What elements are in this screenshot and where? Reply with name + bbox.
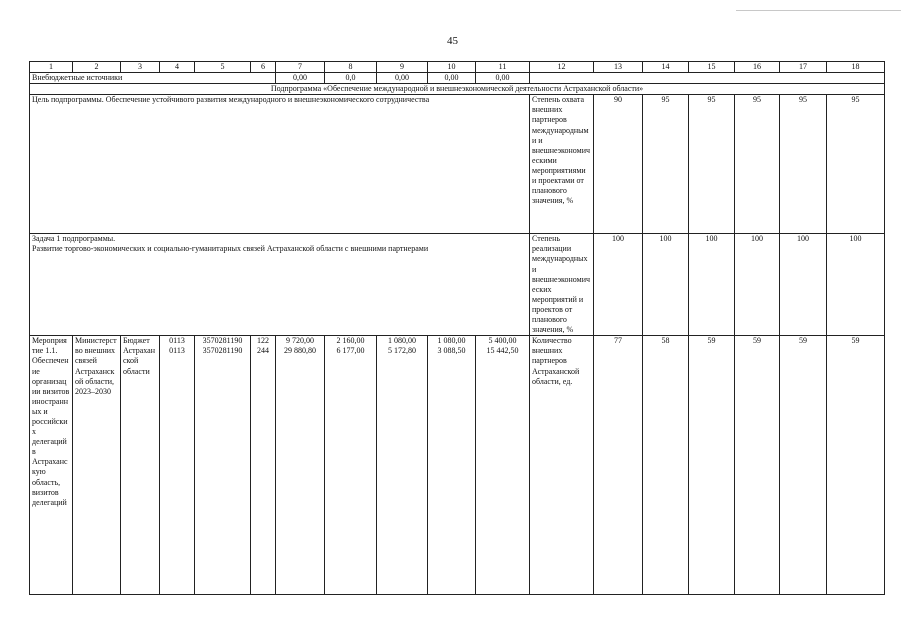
kbk-type-value: 244 xyxy=(257,346,269,356)
task-text: Развитие торгово-экономических и социально-гуманитарных связей Астраханской области с внешними партнерами xyxy=(32,244,429,254)
header-cell: 8 xyxy=(325,62,377,73)
extrabudget-value: 0,00 xyxy=(276,73,325,84)
kbk-target-value: 3570281190 xyxy=(202,346,243,356)
task-value: 100 xyxy=(689,234,735,336)
amount-value: 3 088,50 xyxy=(437,346,466,356)
amount-value: 29 880,80 xyxy=(284,346,316,356)
header-cell: 11 xyxy=(476,62,530,73)
goal-row xyxy=(30,95,885,234)
extrabudget-value: 0,0 xyxy=(325,73,377,84)
task-value: 100 xyxy=(780,234,827,336)
amount-value: 6 177,00 xyxy=(336,346,365,356)
task-title: Задача 1 подпрограммы. xyxy=(32,234,116,244)
event-value: 59 xyxy=(689,336,735,595)
header-cell: 6 xyxy=(251,62,276,73)
header-cell: 15 xyxy=(689,62,735,73)
amount-value: 5 172,80 xyxy=(388,346,416,356)
task-cell xyxy=(30,234,530,336)
extrabudget-empty xyxy=(530,73,885,84)
header-cell: 14 xyxy=(643,62,689,73)
amount-col-9 xyxy=(377,336,428,595)
event-value: 59 xyxy=(827,336,885,595)
task-indicator: Степень реализации международных и внешнеэкономических мероприятий и проектов от планового значения, % xyxy=(530,234,594,336)
extrabudget-value: 0,00 xyxy=(476,73,530,84)
header-cell: 17 xyxy=(780,62,827,73)
header-cell: 10 xyxy=(428,62,476,73)
goal-value: 95 xyxy=(643,95,689,234)
kbk-section-value: 0113 xyxy=(169,346,185,356)
event-indicator: Количество внешних партнеров Астраханской области, ед. xyxy=(530,336,594,595)
event-row xyxy=(30,336,885,595)
header-cell: 3 xyxy=(121,62,160,73)
page-number: 45 xyxy=(447,35,458,47)
extrabudget-label: Внебюджетные источники xyxy=(30,73,276,84)
task-value: 100 xyxy=(827,234,885,336)
kbk-type-value: 122 xyxy=(257,336,269,346)
amount-value: 15 442,50 xyxy=(486,346,519,356)
kbk-section-value: 0113 xyxy=(169,336,185,346)
extrabudget-value: 0,00 xyxy=(377,73,428,84)
header-cell: 12 xyxy=(530,62,594,73)
goal-value: 95 xyxy=(689,95,735,234)
event-value: 77 xyxy=(594,336,643,595)
extrabudget-value: 0,00 xyxy=(428,73,476,84)
goal-value: 95 xyxy=(827,95,885,234)
header-cell: 18 xyxy=(827,62,885,73)
top-rule xyxy=(736,10,901,11)
task-value: 100 xyxy=(643,234,689,336)
kbk-target-value: 3570281190 xyxy=(202,336,243,346)
subprogram-row xyxy=(30,84,885,95)
amount-value: 5 400,00 xyxy=(488,336,517,346)
amount-col-11 xyxy=(476,336,530,595)
amount-col-8 xyxy=(325,336,377,595)
header-cell: 2 xyxy=(73,62,121,73)
amount-value: 1 080,00 xyxy=(388,336,416,346)
kbk-type xyxy=(251,336,276,595)
task-row xyxy=(30,234,885,336)
event-source: Бюджет Астраханской области xyxy=(121,336,160,595)
header-cell: 5 xyxy=(195,62,251,73)
header-row xyxy=(30,62,885,73)
header-cell: 16 xyxy=(735,62,780,73)
goal-value: 90 xyxy=(594,95,643,234)
event-name: Мероприятие 1.1. Обеспечение организации визитов иностранных и российских делегаций в Астраханскую область, визитов делегаций xyxy=(30,336,73,595)
goal-text: Цель подпрограммы. Обеспечение устойчивого развития международного и внешнеэкономического сотрудничества xyxy=(30,95,530,234)
goal-value: 95 xyxy=(735,95,780,234)
event-value: 59 xyxy=(780,336,827,595)
goal-value: 95 xyxy=(780,95,827,234)
extrabudget-row xyxy=(30,73,885,84)
kbk-target xyxy=(195,336,251,595)
goal-indicator: Степень охвата внешних партнеров международными и внешнеэкономическими мероприятиями и проектами от планового значения, % xyxy=(530,95,594,234)
header-cell: 1 xyxy=(30,62,73,73)
task-value: 100 xyxy=(594,234,643,336)
subprogram-title: Подпрограмма «Обеспечение международной и внешнеэкономической деятельности Астраханской области» xyxy=(30,84,885,95)
kbk-section xyxy=(160,336,195,595)
header-cell: 9 xyxy=(377,62,428,73)
task-value: 100 xyxy=(735,234,780,336)
event-value: 58 xyxy=(643,336,689,595)
amount-value: 2 160,00 xyxy=(336,336,365,346)
event-executor: Министерство внешних связей Астраханской области, 2023–2030 xyxy=(73,336,121,595)
amount-value: 1 080,00 xyxy=(437,336,466,346)
amount-value: 9 720,00 xyxy=(286,336,314,346)
budget-table xyxy=(29,61,885,595)
header-cell: 4 xyxy=(160,62,195,73)
amount-col-10 xyxy=(428,336,476,595)
amount-col-7 xyxy=(276,336,325,595)
event-value: 59 xyxy=(735,336,780,595)
header-cell: 7 xyxy=(276,62,325,73)
header-cell: 13 xyxy=(594,62,643,73)
